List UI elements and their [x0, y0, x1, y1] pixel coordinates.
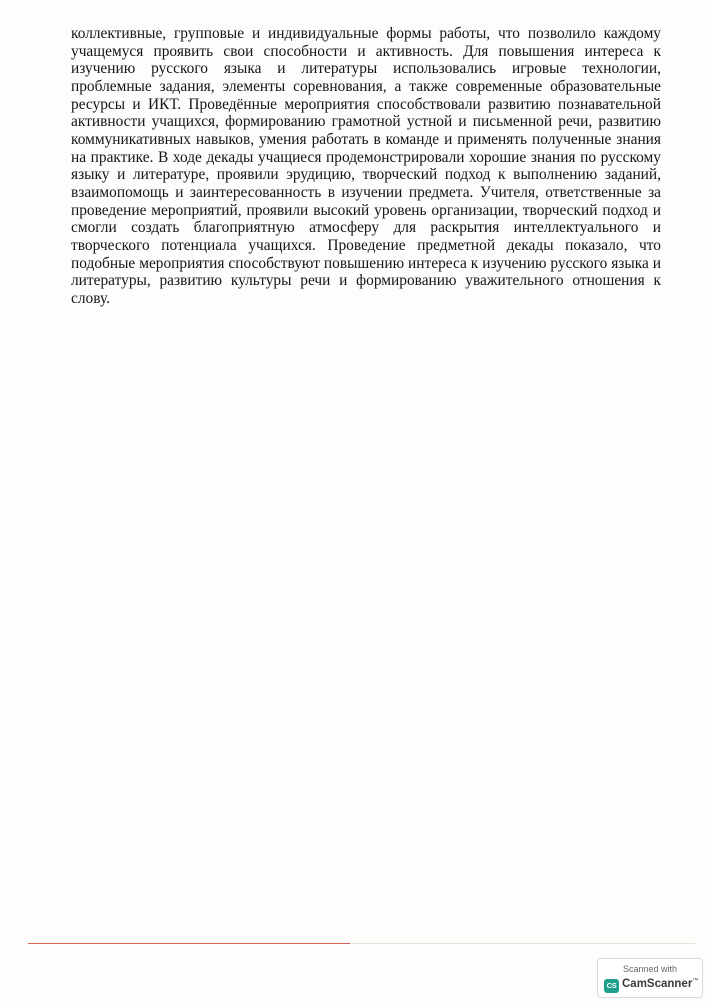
camscanner-logo-icon: CS	[604, 979, 619, 993]
scan-edge-line-faint	[350, 943, 695, 944]
watermark-trademark: ™	[692, 978, 699, 985]
watermark-brand-name: CamScanner	[622, 978, 693, 990]
body-paragraph: коллективные, групповые и индивидуальные формы работы, что позволило каждому учащемуся проявить свои способности и активность. Для повышения интереса к изучению русского языка и литературы использовались игровые технологии, проблемные задания, элементы соревнования, а также современные образовательные ресурсы и ИКТ. Проведённые мероприятия способствовали развитию познавательной активности учащихся, формированию грамотной устной и письменной речи, развитию коммуникативных навыков, умения работать в команде и применять полученные знания на практике. В ходе декады учащиеся продемонстрировали хорошие знания по русскому языку и литературе, проявили эрудицию, творческий подход к выполнению заданий, взаимопомощь и заинтересованность в изучении предмета. Учителя, ответственные за проведение мероприятий, проявили высокий уровень организации, творческий подход и смогли создать благоприятную атмосферу для раскрытия интеллектуального и творческого потенциала учащихся. Проведение предметной декады показало, что подобные мероприятия способствуют повышению интереса к изучению русского языка и литературы, развитию культуры речи и формированию уважительного отношения к слову.	[71, 25, 661, 307]
scan-edge-line	[28, 943, 350, 944]
camscanner-watermark	[597, 958, 703, 998]
watermark-brand	[622, 978, 698, 990]
watermark-caption: Scanned with	[622, 964, 678, 974]
